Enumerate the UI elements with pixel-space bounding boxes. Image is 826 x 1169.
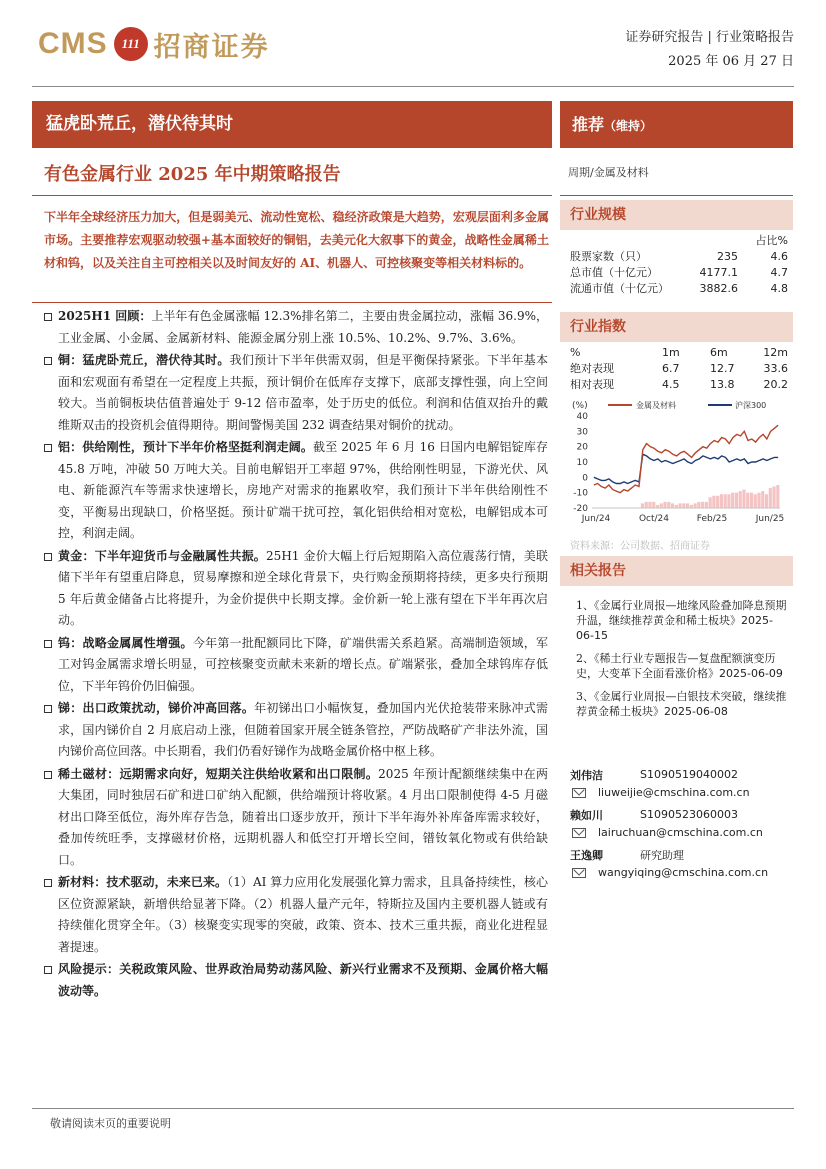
- analyst-email-row: [570, 783, 790, 802]
- hs300-line: [594, 454, 778, 483]
- relative-bar: [603, 508, 606, 509]
- header-meta: [625, 26, 794, 74]
- row-value: 33.6: [763, 361, 788, 375]
- relative-bar: [637, 508, 640, 509]
- company-logo: [38, 24, 270, 64]
- summary-text: 下半年全球经济压力加大，但是弱美元、流动性宽松、稳经济政策是大趋势，宏观层面利多金属市场。主要推荐宏观驱动较强+基本面较好的铜铝，去美元化大叙事下的黄金，战略性金属稀土材和钨，以及关注自主可控相关以及时间友好的 AI、机器人、可控核聚变等相关材料标的。: [44, 210, 549, 270]
- industry-index-table: [570, 344, 788, 392]
- relative-bar: [663, 502, 666, 508]
- bullet-text: 2025 年预计配额继续集中在两大集团，同时独居石矿和进口矿纳入配额，供给端预计将收紧。4 月出口限制使得 4-5 月磁材出口降至低位，海外库存告急，随着出口逐步放开，预计下半年海外补库备库需求较好，叠加传统旺季，支撑磁材价格，远期机器人和低空打开增长空间，镨钕氧化物或有供给缺口。: [58, 766, 548, 867]
- bullet-text: 年初锑出口小幅恢复，叠加国内光伏抢装带来脉冲式需求，国内锑价自 2 月底启动上涨，但随着国家开展全链条管控，严防战略矿产非法外流，国内锑价高位回落。中长期看，我们仍看好锑作为战略金属价格中枢上移。: [58, 701, 548, 758]
- bullet-lead: 钨：战略金属属性增强。: [58, 635, 193, 650]
- relative-bar: [727, 494, 730, 508]
- relative-bar: [660, 503, 663, 508]
- bullet-aluminum: [44, 437, 548, 545]
- y-tick-label: 40: [576, 412, 588, 422]
- report-date: 2025 年 06 月 27 日: [668, 54, 794, 69]
- related-item[interactable]: [576, 651, 788, 681]
- relative-bar: [709, 497, 712, 508]
- bullet-lead: 锑：出口政策扰动，锑价冲高回落。: [58, 701, 255, 715]
- industry-scale-table: [570, 232, 788, 296]
- relative-bar: [607, 508, 610, 509]
- bullet-copper: [44, 350, 548, 436]
- logo-cn-text: 招商证券: [153, 31, 270, 63]
- bullet-lead: 黄金：下半年迎货币与金融属性共振。: [58, 548, 267, 563]
- bullet-text: 截至 2025 年 6 月 16 日国内电解铝锭库存 45.8 万吨，冲破 50 万吨大关。目前电解铝开工率超 97%，供给刚性明显，下游光伏、风电、新能源汽车等需求快速增长，房地产对需求的拖累收窄，我们预计下半年供给刚性不变，平衡易出现缺口，价格坚挺。预计矿端干扰可控，氧化铝供给相对宽松，电解铝成本可控，利润走阔。: [58, 440, 548, 540]
- relative-bar: [772, 487, 775, 508]
- summary-divider: [32, 302, 552, 303]
- relative-bar: [757, 493, 760, 508]
- relative-bar: [600, 508, 603, 509]
- bullet-gold: [44, 546, 548, 632]
- rating-sub: （维持）: [604, 119, 653, 133]
- title-divider: [32, 195, 552, 196]
- table-row: [570, 376, 788, 392]
- y-tick-label: 20: [576, 442, 588, 453]
- y-tick-label: 0: [582, 473, 588, 484]
- relative-bars: [592, 485, 779, 508]
- relative-bar: [776, 485, 779, 508]
- table-row: [570, 280, 788, 296]
- relative-bar: [592, 508, 595, 509]
- analyst-name: 赖如川: [570, 808, 603, 822]
- relative-bar: [716, 496, 719, 508]
- report-title: 有色金属行业 2025 年中期策略报告: [44, 164, 341, 185]
- index-chart-svg: [562, 396, 790, 536]
- relative-bar: [626, 508, 629, 509]
- analyst-role: 研究助理: [640, 848, 684, 862]
- bullet-text: 上半年有色金属涨幅 12.3%排名第二，主要由贵金属拉动，涨幅 36.9%，工业金属、小金属、金属新材料、能源金属分别上涨 10.5%、10.2%、9.7%、3.6%。: [58, 309, 549, 345]
- analyst-email[interactable]: wangyiqing@cmschina.com.cn: [598, 866, 769, 879]
- bullet-text: 我们预计下半年供需双弱，但是平衡保持紧张。下半年基本面和宏观面有希望在一定程度上共振，预计铜价在低库存支撑下，底部支撑性强，向上空间较大。当前铜板块估值普遍处于 9-12 倍市盈率，处于历史的低位。利润和估值双抬升的戴维斯双击的投资机会值得期待。期间警惕美国 232 调查结果对铜价的扰动。: [58, 353, 548, 432]
- row-value: 4177.1: [699, 265, 738, 279]
- col-header: 1m: [662, 345, 680, 359]
- relative-bar: [641, 503, 644, 508]
- headline-bar: 猛虎卧荒丘，潜伏待其时: [32, 101, 552, 148]
- bullet-lead: 铜：猛虎卧荒丘，潜伏待其时。: [58, 353, 230, 367]
- relative-bar: [682, 503, 685, 508]
- col-header: 6m: [710, 345, 728, 359]
- row-label: 绝对表现: [570, 362, 614, 375]
- related-text: 3、《金属行业周报—白银技术突破，继续推荐黄金稀土板块》: [576, 690, 787, 718]
- relative-bar: [618, 508, 621, 509]
- relative-bar: [705, 502, 708, 508]
- row-label: 总市值（十亿元）: [570, 266, 658, 279]
- relative-bar: [701, 502, 704, 508]
- related-text: 2、《稀土行业专题报告—复盘配额演变历史，大变革下全面看涨价格》: [576, 652, 776, 680]
- bullet-review: [44, 306, 548, 349]
- relative-bar: [656, 505, 659, 508]
- chart-source: 资料来源：公司数据、招商证券: [570, 541, 710, 552]
- footer-divider: [32, 1108, 794, 1109]
- row-value: 4.5: [662, 377, 680, 391]
- relative-bar: [735, 493, 738, 508]
- related-item[interactable]: [576, 689, 788, 719]
- row-ratio: 4.8: [770, 281, 788, 295]
- rating-label: 推荐: [572, 115, 605, 134]
- index-chart: [562, 396, 790, 536]
- related-heading: 相关报告: [560, 556, 793, 586]
- row-value: 3882.6: [699, 281, 738, 295]
- relative-bar: [622, 508, 625, 509]
- related-date: 2025-06-09: [719, 667, 783, 680]
- relative-bar: [750, 493, 753, 508]
- relative-bar: [667, 502, 670, 508]
- related-list: [576, 598, 788, 727]
- analyst-email[interactable]: liuweijie@cmschina.com.cn: [598, 786, 750, 799]
- analyst-id: S1090519040002: [640, 768, 738, 781]
- related-date: 2025-06-08: [664, 705, 728, 718]
- chart-legend: [608, 400, 766, 410]
- relative-bar: [724, 494, 727, 508]
- row-value: 20.2: [763, 377, 788, 391]
- relative-bar: [675, 505, 678, 508]
- row-value: 6.7: [662, 361, 680, 375]
- table-row: [570, 264, 788, 280]
- bullet-list: [44, 306, 548, 1003]
- y-tick-label: 30: [576, 427, 588, 438]
- logo-badge-icon: 111: [114, 27, 148, 61]
- analyst-row: [570, 846, 790, 863]
- mail-icon: [572, 828, 586, 838]
- header-divider: [32, 86, 794, 87]
- relative-bar: [731, 493, 734, 508]
- chart-lines: [594, 425, 778, 493]
- related-date: 2025-06-15: [576, 614, 773, 642]
- col-header: %: [570, 345, 581, 359]
- analyst-email-row: [570, 863, 790, 882]
- relative-bar: [671, 503, 674, 508]
- industry-index-heading: 行业指数: [560, 312, 793, 342]
- bullet-text: 今年第一批配额同比下降，矿端供需关系趋紧。高端制造领域，军工对钨金属需求增长明显，可控核聚变贡献未来新的增长点。矿端紧张，叠加全球钨库存低位，下半年钨价仍旧偏强。: [58, 635, 548, 693]
- relative-bar: [712, 496, 715, 508]
- bullet-risk: [44, 959, 548, 1002]
- analyst-name: 王逸卿: [570, 848, 603, 862]
- mail-icon: [572, 868, 586, 878]
- relative-bar: [611, 508, 614, 509]
- relative-bar: [694, 503, 697, 508]
- row-value: 235: [717, 249, 738, 263]
- legend-label-hs300: 沪深300: [735, 401, 767, 410]
- bullet-lead: 2025H1 回顾：: [58, 309, 152, 323]
- analyst-id: S1090523060003: [640, 808, 738, 821]
- relative-bar: [678, 503, 681, 508]
- relative-bar: [630, 508, 633, 509]
- relative-bar: [633, 508, 636, 509]
- relative-bar: [769, 488, 772, 508]
- relative-bar: [697, 502, 700, 508]
- relative-bar: [754, 494, 757, 508]
- x-tick-label: Feb/25: [696, 514, 728, 524]
- rating-bar: [560, 101, 793, 148]
- analyst-email-row: [570, 823, 790, 842]
- table-row: [570, 248, 788, 264]
- relative-bar: [645, 502, 648, 508]
- row-ratio: 4.6: [770, 249, 788, 263]
- bullet-rare-earth: [44, 764, 548, 872]
- bullet-new-materials: [44, 872, 548, 958]
- relative-bar: [746, 493, 749, 508]
- row-label: 流通市值（十亿元）: [570, 282, 669, 295]
- row-label: 相对表现: [570, 378, 614, 391]
- x-tick-label: Oct/24: [638, 514, 670, 524]
- relative-bar: [742, 490, 745, 508]
- report-type: 证券研究报告 | 行业策略报告: [625, 30, 794, 45]
- analyst-row: [570, 806, 790, 823]
- sector-divider: [560, 195, 793, 196]
- relative-bar: [652, 502, 655, 508]
- ratio-header: 占比%: [755, 234, 788, 247]
- bullet-antimony: [44, 698, 548, 763]
- table-row: [570, 232, 788, 248]
- relative-bar: [686, 503, 689, 508]
- table-row: [570, 360, 788, 376]
- bullet-lead: 新材料：技术驱动，未来已来。: [58, 875, 228, 889]
- bullet-lead: 铝：供给刚性，预计下半年价格坚挺利润走阔。: [58, 440, 314, 454]
- relative-bar: [761, 491, 764, 508]
- related-text: 1、《金属行业周报—地缘风险叠加降息预期升温，继续推荐黄金和稀土板块》: [576, 599, 787, 627]
- y-tick-label: -10: [573, 488, 588, 499]
- bullet-lead: 稀土磁材：远期需求向好，短期关注供给收紧和出口限制。: [58, 766, 379, 781]
- table-row: [570, 344, 788, 360]
- x-tick-label: Jun/24: [581, 514, 611, 524]
- y-tick-label: -20: [573, 504, 588, 514]
- relative-bar: [720, 494, 723, 508]
- industry-scale-heading: 行业规模: [560, 200, 793, 230]
- bullet-tungsten: [44, 633, 548, 698]
- analyst-name: 刘伟洁: [570, 768, 603, 782]
- related-item[interactable]: [576, 598, 788, 643]
- relative-bar: [739, 491, 742, 508]
- analyst-row: [570, 766, 790, 783]
- bullet-lead: 风险提示：关税政策风险、世界政治局势动荡风险、新兴行业需求不及预期、金属价格大幅波动等。: [58, 962, 548, 998]
- relative-bar: [648, 502, 651, 508]
- logo-text: CMS: [38, 27, 108, 60]
- chart-unit-label: (%): [572, 401, 588, 411]
- row-ratio: 4.7: [770, 265, 788, 279]
- relative-bar: [615, 508, 618, 509]
- row-label: 股票家数（只）: [570, 250, 647, 263]
- bullet-text: （1）AI 算力应用化发展强化算力需求，且具备持续性，核心区位资源紧缺，新增供给显著下降。（2）机器人量产元年，特斯拉及国内主要机器人链或有持续催化贯穿全年。（3）核聚变实现零的突破，政策、资本、技术三重共振，商业化进程显著提速。: [58, 875, 548, 954]
- x-tick-label: Jun/25: [755, 514, 785, 524]
- col-header: 12m: [763, 345, 788, 359]
- relative-bar: [596, 508, 599, 509]
- footer-note: 敬请阅读末页的重要说明: [50, 1117, 171, 1130]
- row-value: 12.7: [710, 361, 735, 375]
- row-value: 13.8: [710, 377, 735, 391]
- analyst-email[interactable]: lairuchuan@cmschina.com.cn: [598, 826, 763, 839]
- relative-bar: [690, 505, 693, 508]
- sector-label: 周期/金属及材料: [568, 166, 649, 179]
- analyst-list: [570, 766, 790, 886]
- y-tick-label: 10: [576, 458, 588, 468]
- legend-label-metal: 金属及材料: [636, 401, 676, 410]
- mail-icon: [572, 788, 586, 798]
- relative-bar: [765, 494, 768, 508]
- bullet-text: 25H1 金价大幅上行后短期陷入高位震荡行情，美联储下半年有望重启降息，贸易摩擦和逆全球化背景下，央行购金预期将持续，更多央行预期 5 年后黄金储备占比将提升，为金价提供中长期支撑。金价新一轮上涨有望在下半年再次启动。: [58, 548, 548, 627]
